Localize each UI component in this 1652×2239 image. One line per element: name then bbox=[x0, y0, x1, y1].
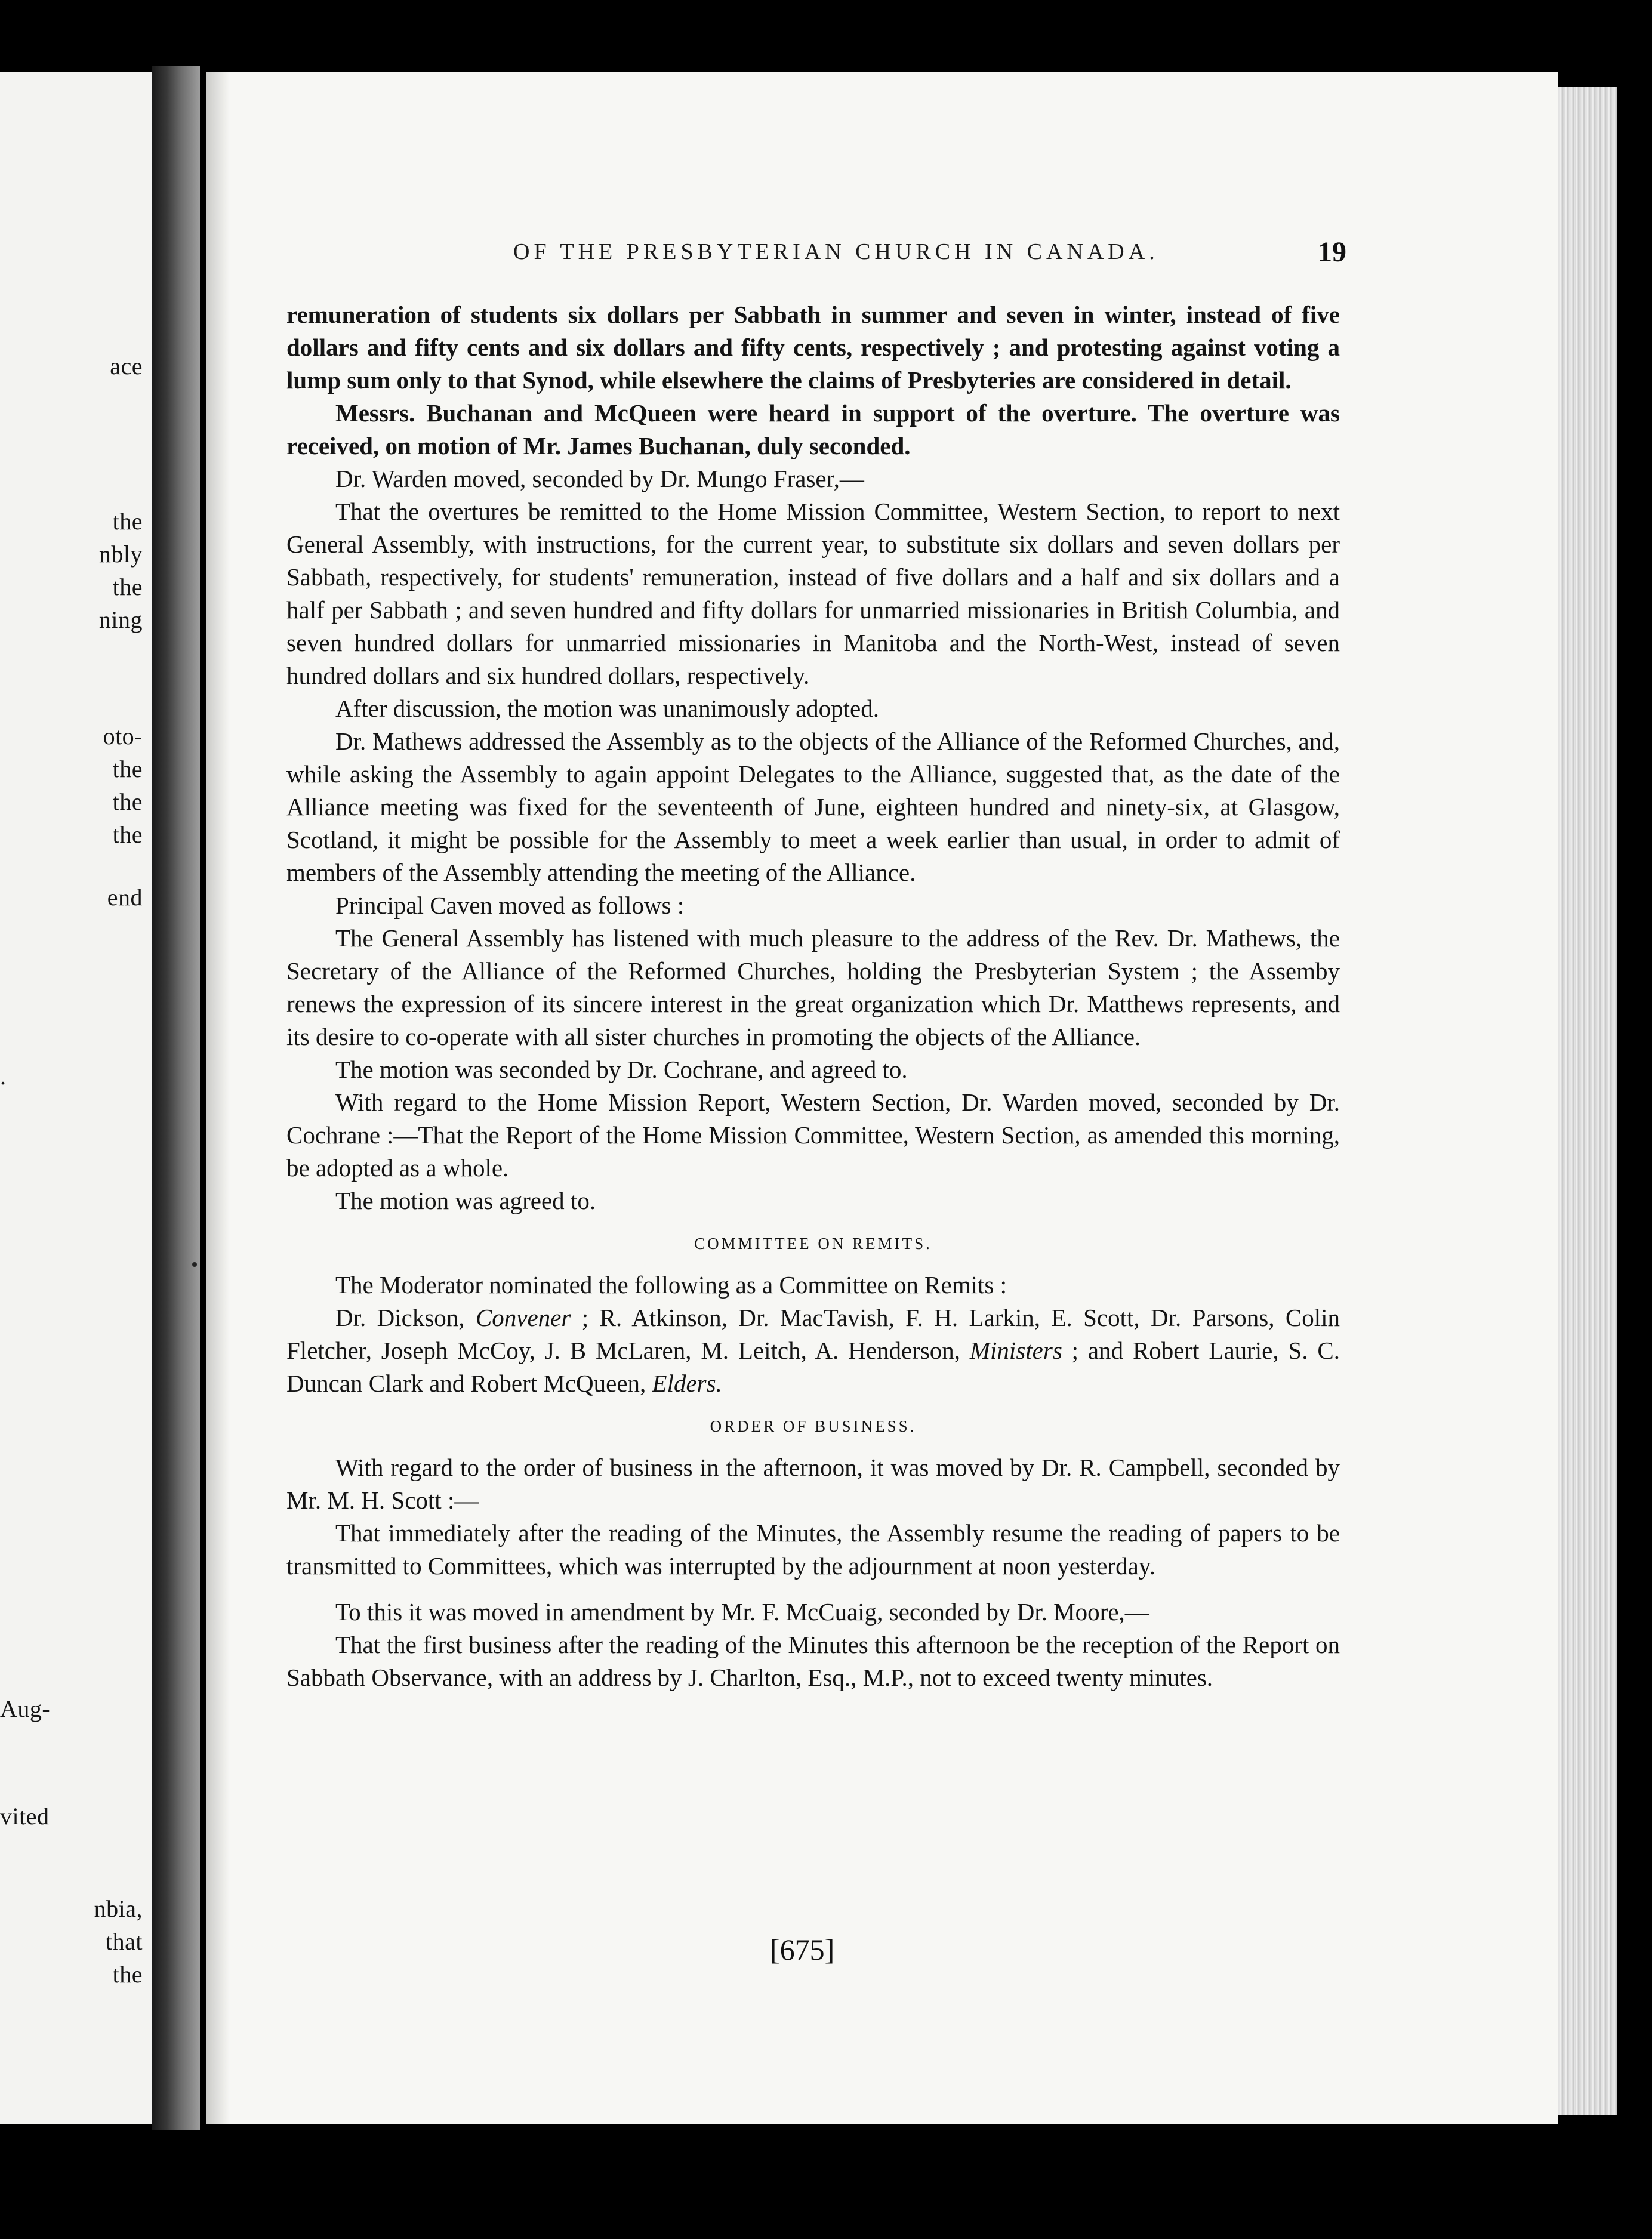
section-heading-remits: COMMITTEE ON REMITS. bbox=[694, 1235, 932, 1253]
folio-number: [675] bbox=[770, 1933, 835, 1966]
paragraph: The motion was seconded by Dr. Cochrane, and agreed to. bbox=[335, 1056, 908, 1083]
facing-page-fragment: the bbox=[112, 821, 143, 848]
paragraph: Principal Caven moved as follows : bbox=[335, 892, 685, 919]
facing-page-fragment: ace bbox=[110, 353, 143, 380]
paragraph: The General Assembly has listened with much pleasure to the address of the Rev. Dr. Mathews, the Secretary of the Alliance of the Reformed Churches, holding the Presbyterian System ; the Assemby renews the expression of its sincere interest in the great organization which Dr. Matthews represents, and its desire to co-operate with all sister churches in promoting the objects of the Alliance. bbox=[286, 924, 1340, 1050]
facing-page-fragment: that bbox=[106, 1928, 143, 1955]
facing-page-fragment: ning bbox=[98, 606, 143, 633]
facing-page-fragment: the bbox=[112, 508, 143, 535]
paragraph: That immediately after the reading of the Minutes, the Assembly resume the reading of papers to be transmitted to Committees, which was interrupted by the adjournment at noon yesterday. bbox=[286, 1519, 1340, 1580]
text-column bbox=[286, 298, 1340, 1694]
ink-speck bbox=[192, 1262, 197, 1267]
paragraph: remuneration of students six dollars per Sabbath in summer and seven in winter, instead of five dollars and fifty cents and six dollars and fifty cents, respectively ; and protesting against voting a lump sum only to that Synod, while elsewhere the claims of Presbyteries are considered in detail. bbox=[286, 301, 1340, 394]
paragraph: After discussion, the motion was unanimously adopted. bbox=[335, 695, 879, 722]
paragraph: The Moderator nominated the following as a Committee on Remits : bbox=[335, 1271, 1007, 1299]
paragraph: That the first business after the reading of the Minutes this afternoon be the reception of the Report on Sabbath Observance, with an address by J. Charlton, Esq., M.P., not to exceed twenty minutes. bbox=[286, 1631, 1340, 1691]
facing-page-fragment: the bbox=[112, 573, 143, 600]
facing-page-edge bbox=[0, 72, 152, 2124]
page-shadow bbox=[206, 72, 230, 2124]
facing-page-fragment: vited bbox=[0, 1803, 50, 1830]
book-gutter bbox=[152, 66, 200, 2130]
paragraph: Dr. Warden moved, seconded by Dr. Mungo Fraser,— bbox=[335, 465, 864, 492]
paragraph: With regard to the Home Mission Report, Western Section, Dr. Warden moved, seconded by Dr. Cochrane :—That the Report of the Home Mission Committee, Western Section, as amended this morning, be adopted as a whole. bbox=[286, 1088, 1340, 1182]
facing-page-fragment: the bbox=[112, 788, 143, 815]
facing-page-fragment: the bbox=[112, 755, 143, 782]
facing-page-fragment: Aug- bbox=[0, 1695, 51, 1722]
running-head: OF THE PRESBYTERIAN CHURCH IN CANADA. bbox=[513, 239, 1159, 264]
paragraph: That the overtures be remitted to the Home Mission Committee, Western Section, to report to next General Assembly, with instructions, for the current year, to substitute six dollars and seven dollars per Sabbath, respectively, for students' remuneration, instead of five dollars and a half and six dollars and a half per Sabbath ; and seven hundred and fifty dollars for unmarried missionaries in British Columbia, and seven hundred dollars for unmarried missionaries in Manitoba and the North-West, instead of seven hundred dollars and six hundred dollars, respectively. bbox=[286, 498, 1340, 689]
facing-page-fragment: . bbox=[0, 1063, 7, 1090]
facing-page-fragment: oto- bbox=[103, 723, 143, 750]
facing-page-fragment: end bbox=[107, 884, 143, 911]
facing-page-fragment: nbly bbox=[98, 541, 143, 568]
facing-page-fragment: the bbox=[112, 1961, 143, 1988]
page-number: 19 bbox=[1318, 236, 1346, 268]
paragraph: Dr. Mathews addressed the Assembly as to the objects of the Alliance of the Reformed Churches, and, while asking the Assembly to again appoint Delegates to the Alliance, suggested that, as the date of the Alliance meeting was fixed for the seventeenth of June, eighteen hundred and ninety-six, at Glasgow, Scotland, it might be possible for the Assembly to meet a week earlier than usual, in order to admit of members of the Assembly attending the meeting of the Alliance. bbox=[286, 727, 1340, 886]
section-heading-order: ORDER OF BUSINESS. bbox=[710, 1417, 917, 1435]
paragraph: With regard to the order of business in the afternoon, it was moved by Dr. R. Campbell, seconded by Mr. M. H. Scott :— bbox=[286, 1454, 1340, 1514]
facing-page-fragment: nbia, bbox=[94, 1895, 143, 1922]
paragraph: To this it was moved in amendment by Mr. F. McCuaig, seconded by Dr. Moore,— bbox=[335, 1598, 1149, 1626]
paragraph: The motion was agreed to. bbox=[335, 1187, 596, 1214]
paragraph: Messrs. Buchanan and McQueen were heard in support of the overture. The overture was received, on motion of Mr. James Buchanan, duly seconded. bbox=[286, 399, 1340, 459]
committee-members: Dr. Dickson, Convener ; R. Atkinson, Dr. MacTavish, F. H. Larkin, E. Scott, Dr. Parsons, Colin Fletcher, Joseph McCoy, J. B McLaren, M. Leitch, A. Henderson, Ministers ; and Robert Laurie, S. C. Duncan Clark and Robert McQueen, Elders. bbox=[286, 1304, 1340, 1397]
